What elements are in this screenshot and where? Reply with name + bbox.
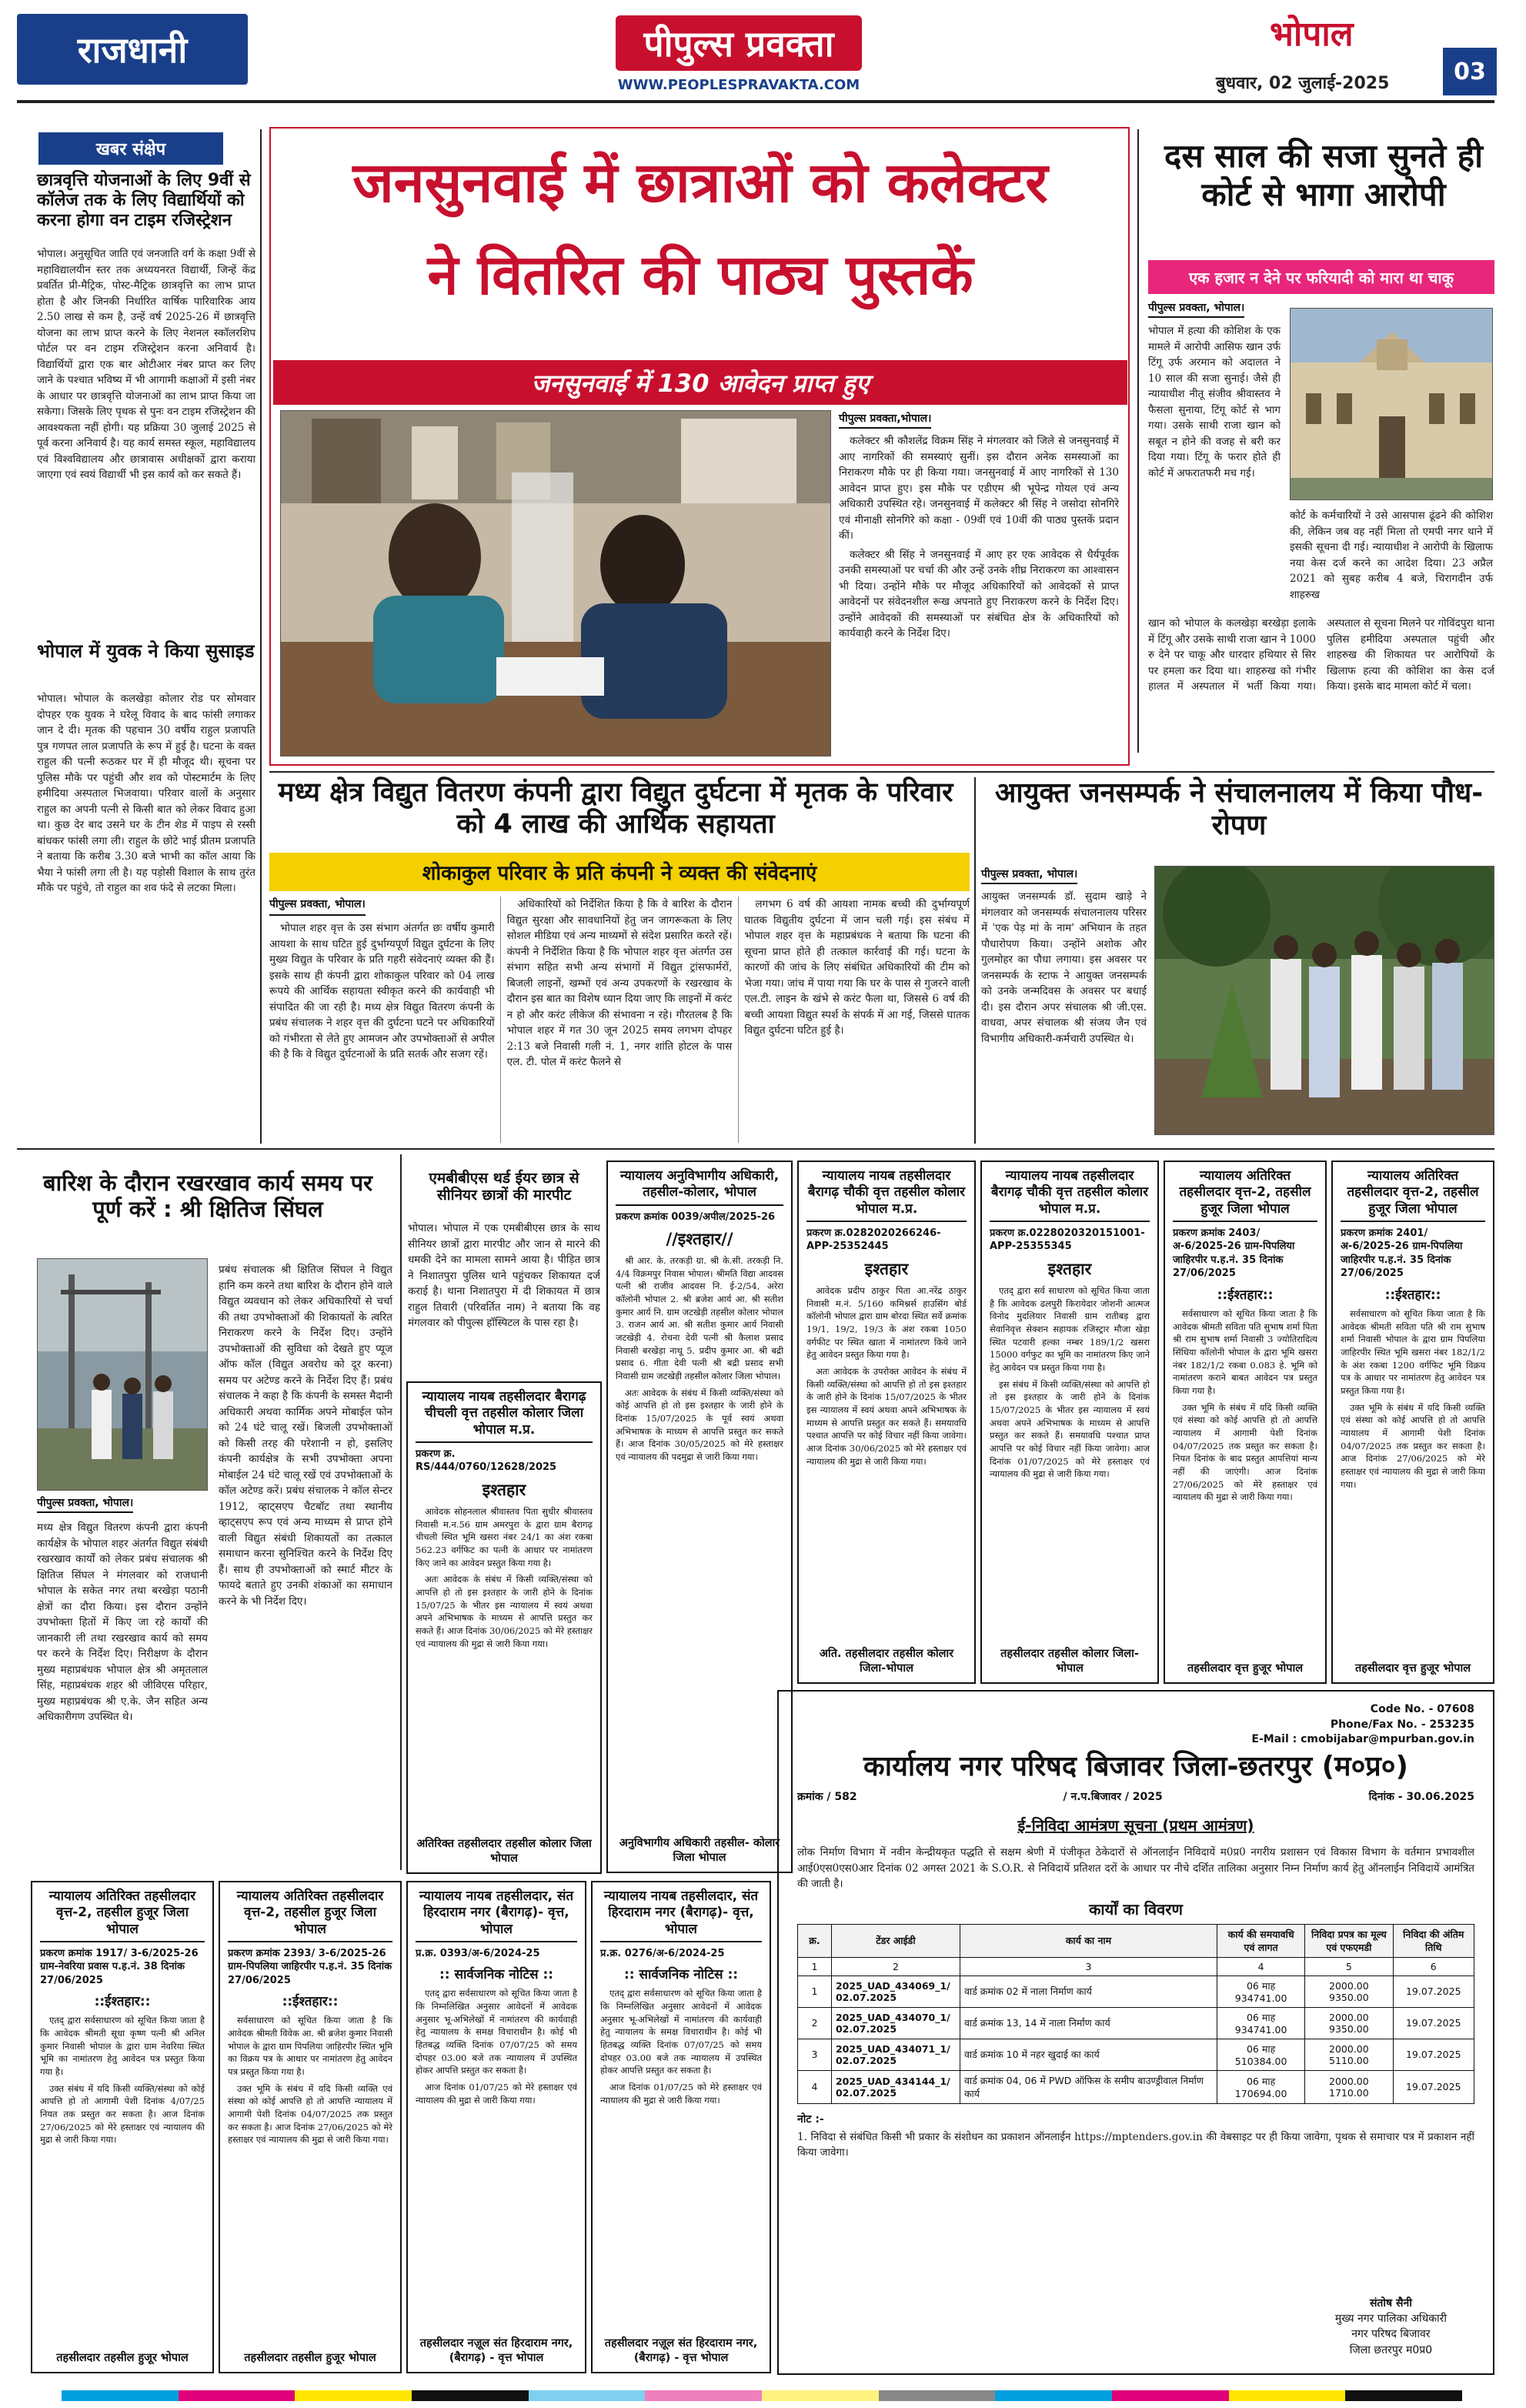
notice-body-p1: एतद् द्वारा सर्व साधारण को सूचित किया जाता है कि आवेदक ढलपुरी किरायेदार जोशनी आत्मज विनोद मुदलियार निवासी ग्राम रातीबड़ द्वारा सेवानिवृत्त सेक्शन सहायक रजिस्ट्रार मौजा खेड़ा स्थित पटवारी हल्का नम्बर 189/1/2 खसरा 15000 वर्गफुट का भूमि का नामांतरण किए जाने हेतु आवेदन पत्र प्रस्तुत किया गया है। xyxy=(990,1284,1150,1373)
row-emd: 1710.00 xyxy=(1329,2086,1369,2099)
tender-table-title: कार्यों का विवरण xyxy=(1089,1899,1183,1919)
notice-title: ::ईश्तहार:: xyxy=(1217,1287,1274,1303)
tender-kramank: क्रमांक / 582 xyxy=(797,1791,857,1804)
notice-body xyxy=(600,1987,762,2106)
notice-heading: न्यायालय अनुविभागीय अधिकारी, तहसील-कोलार, भोपाल xyxy=(616,1168,783,1206)
row-period xyxy=(1217,1975,1304,2007)
section-badge: राजधानी xyxy=(17,14,248,85)
electric-columns xyxy=(269,897,970,1143)
notice-body xyxy=(416,1505,593,1650)
tender-colnum: 5 xyxy=(1305,1957,1393,1975)
notice-addl-tehsildar-2393 xyxy=(219,1881,402,2373)
notice-ref: प्रकरण क्र.0282020266246-APP-25352445 xyxy=(806,1227,941,1253)
row-no: 1 xyxy=(798,1975,832,2007)
row-tender-id: 2025_UAD_434070_1/ 02.07.2025 xyxy=(831,2007,960,2039)
plantation-byline: पीपुल्स प्रवक्ता, भोपाल। xyxy=(981,867,1077,884)
notice-body xyxy=(1173,1308,1317,1504)
brief-kicker: खबर संक्षेप xyxy=(38,132,223,165)
row-fee-value: 2000.00 xyxy=(1329,2075,1369,2087)
notice-footer: तहसीलदार तहसील कोलार जिला-भोपाल xyxy=(1000,1648,1139,1675)
row-work: वार्ड क्रमांक 13, 14 में नाला निर्माण कार्य xyxy=(960,2007,1217,2039)
color-swatch xyxy=(1112,2390,1229,2401)
notice-ref: प्रकरण क्र. RS/444/0760/12628/2025 xyxy=(416,1448,557,1474)
row-last-date: 19.07.2025 xyxy=(1393,2070,1474,2103)
tender-colnum: 1 xyxy=(798,1957,832,1975)
plantation-text: आयुक्त जनसम्पर्क डॉ. सुदाम खाड़े ने मंगलवार को जनसम्पर्क संचालनालय परिसर में 'एक पेड़ मां के नाम' अभियान के तहत पौधारोपण किया। उन्होंने अशोक और गुलमोहर का पौधा लगाया। इस अवसर पर जनसम्पर्क के स्टाफ ने आयुक्त जनसम्पर्क को उनके जन्मदिवस के अवसर पर बधाई दी। इस दौरान अपर संचालक श्री जी.एस. वाधवा, अपर संचालक श्री संजय जैन एवं विभागीय अधिकारी-कर्मचारी उपस्थित थे। xyxy=(981,890,1147,1045)
notice-body-p2: अतः आवेदक के उपरोक्त आवेदन के संबंध में किसी व्यक्ति/संस्था को आपत्ति हो तो इस इश्तहार के जारी होने के दिनांक 15/07/2025 के भीतर इस न्यायालय में स्वयं अथवा अपने अभिभाषक के माध्यम से आपत्ति प्रस्तुत कर सकते हैं। समयावधि पश्चात आपत्ति पर कोई विचार नहीं किया जावेगा। आज दिनांक 30/06/2025 को मेरे हस्ताक्षर एवं न्यायालय की मुद्रा से जारी किया गया। xyxy=(806,1365,967,1467)
row-cost: 170694.00 xyxy=(1234,2087,1287,2099)
row-cost: 934741.00 xyxy=(1234,2023,1287,2036)
lead-photo-illustration xyxy=(281,411,831,756)
notice-body-p1: सर्वसाधारण को सूचित किया जाता है कि आवेदक श्रीमती सविता पति सुभाष शर्मा पिता श्री राम सुभाष शर्मा निवासी 3 ज्योतिरादित्य सिंधिया कॉलोनी भोपाल के द्वारा भूमि खसरा नंबर 182/1/2 रकबा 0.083 हे. भूमि को नामांतरण कराने बाबत आवेदन पत्र प्रस्तुत किया गया है। xyxy=(1173,1308,1317,1396)
notice-title: इश्तहार xyxy=(864,1259,909,1278)
notice-body-p1: एतद् द्वारा सर्वसाधारण को सूचित किया जाता है कि निम्नलिखित अनुसार आवेदनों में आवेदक अनुसार भू-अभिलेखों में नामांतरण की कार्यवाही हेतु न्यायालय के समक्ष विचाराधीन है। कोई भी हितबद्ध व्यक्ति दिनांक 07/07/25 को समय दोपहर 03.00 बजे तक न्यायालय में उपस्थित होकर आपत्ति प्रस्तुत कर सकता है। xyxy=(416,1988,577,2076)
brief-text-suicide: भोपाल। भोपाल के कलखेड़ा कोलार रोड पर सोमवार दोपहर एक युवक ने घरेलू विवाद के बाद फांसी लगाकर जान दे दी। मृतक की पहचान 30 वर्षीय राहुल प्रजापति पुत्र गणपत लाल प्रजापति के रूप में हुई है। घटना के वक्त राहुल की पत्नी रूठकर घर में ही मौजूद थी। सूचना पर पुलिस मौके पर पहुंची और शव को पोस्टमार्टम के लिए हमीदिया अस्पताल भिजवाया। परिवार वालों के अनुसार राहुल का अपनी पत्नी से किसी बात को लेकर विवाद हुआ था। कुछ देर बाद उसने घर के टीन शेड में पाइप से रस्सी बांधकर फांसी लगा ली। राहुल के छोटे भाई प्रीतम प्रजापति ने बताया कि करीब 3.30 बजे भाभी का कॉल आया कि भैया ने फांसी लगा ली है। यह पड़ोसी विशाल के साथ तुरंत मौके पर पहुंचे, तो राहुल का शव फंदे से लटका मिला। xyxy=(37,693,255,895)
color-swatch xyxy=(179,2390,296,2401)
notice-footer: अति. तहसीलदार तहसील कोलार जिला-भोपाल xyxy=(819,1648,954,1675)
row-cost: 934741.00 xyxy=(1234,1992,1287,2004)
court-headline: दस साल की सजा सुनते ही कोर्ट से भागा आरोपी xyxy=(1164,137,1483,213)
col-rule-2 xyxy=(1137,129,1139,753)
notice-footer: अनुविभागीय अधिकारी तहसील- कोलार जिला भोपाल xyxy=(619,1837,780,1865)
tender-title: ई-निविदा आमंत्रण सूचना (प्रथम आमंत्रण) xyxy=(1017,1816,1254,1835)
notice-heading: न्यायालय नायब तहसीलदार बैरागढ़ चीचली वृत्त तहसील कोलार जिला भोपाल म.प्र. xyxy=(416,1389,593,1443)
row-work: वार्ड क्रमांक 10 में नहर खुदाई का कार्य xyxy=(960,2039,1217,2070)
notice-ref: प्रकरण क्रमांक 0039/अपील/2025-26 xyxy=(616,1211,776,1223)
notice-ref: प्रकरण क्रमांक 2403/ अ-6/2025-26 ग्राम-पिपलिया जाहिरपीर प.ह.नं. 35 दिनांक 27/06/2025 xyxy=(1173,1227,1295,1280)
notice-body-p1: आवेदक प्रदीप ठाकुर पिता आ.नरेंद्र ठाकुर निवासी म.नं. 5/160 कमिश्नर्स हाउसिंग बोर्ड कॉलोनी भोपाल द्वारा ग्राम बोरदा स्थित सर्वे क्रमांक 19/1, 19/2, 19/3 के अंश रकबा 1050 वर्गफीट पर स्थित खाता में नामांतरण किये जाने हेतु आवेदन प्रस्तुत किया गया है। xyxy=(806,1284,967,1361)
tender-office: कार्यालय नगर परिषद बिजावर जिला-छतरपुर (म०प्र०) xyxy=(863,1750,1408,1782)
electric-headline: मध्य क्षेत्र विद्युत वितरण कंपनी द्वारा विद्युत दुर्घटना में मृतक के परिवार को 4 लाख की आर्थिक सहायता xyxy=(278,777,953,840)
tender-col-period: कार्य की समयावधि एवं लागत xyxy=(1217,1924,1304,1957)
brief-headline-scholarship: छात्रवृत्ति योजनाओं के लिए 9वीं से कॉलेज तक के लिए विद्यार्थियों को करना होगा वन टाइम रजिस्ट्रेशन xyxy=(37,171,251,230)
tender-colnum-row xyxy=(798,1957,1474,1975)
newspaper-logo: पीपुल्स प्रवक्ता xyxy=(616,15,862,71)
color-swatch xyxy=(879,2390,996,2401)
tender-col-no: क्र. xyxy=(798,1924,832,1957)
row-period xyxy=(1217,2007,1304,2039)
court-photo-illustration xyxy=(1291,309,1493,500)
notice-ref: प्रकरण क्रमांक 2393/ 3-6/2025-26 ग्राम-पिपलिया जाहिरपीर प.ह.नं. 35 दिनांक 27/06/2025 xyxy=(228,1947,392,1986)
electric-byline: पीपुल्स प्रवक्ता, भोपाल। xyxy=(269,897,366,916)
court-text-tail: खान को भोपाल के कलखेड़ा बरखेड़ा इलाके में टिंगू और उसके साथी राजा खान ने 1000 रु देने पर चाकू और धारदार हथियार से सिर पर हमला कर दिया था। शाहरुख को गंभीर हालत में अस्पताल में भर्ती किया गया। अस्पताल से सूचना मिलने पर गोविंदपुरा थाना पुलिस हमीदिया अस्पताल पहुंची और शाहरुख की शिकायत पर आरोपियों के खिलाफ हत्या की कोशिश का केस दर्ज किया। इसके बाद मामला कोर्ट में चला। xyxy=(1148,617,1494,693)
notice-footer: तहसीलदार तहसील हुजूर भोपाल xyxy=(244,2352,376,2365)
row-last-date: 19.07.2025 xyxy=(1393,2039,1474,2070)
lead-text-block xyxy=(839,410,1119,645)
tender-col-fee: निविदा प्रपत्र का मूल्य एवं एफएमडी xyxy=(1305,1924,1393,1957)
notice-addl-tehsildar-1917 xyxy=(31,1881,214,2373)
notice-ref: प्र.क्र. 0393/अ-6/2024-25 xyxy=(416,1947,540,1959)
masthead-rule xyxy=(17,100,1494,103)
row-no: 4 xyxy=(798,2070,832,2103)
notice-title: :: सार्वजनिक नोटिस :: xyxy=(439,1967,554,1983)
table-row xyxy=(798,2039,1474,2070)
row-period-months: 06 माह xyxy=(1246,1979,1276,1992)
notice-footer: तहसीलदार नज़ूल संत हिरदाराम नगर, (बैरागढ़) - वृत्त भोपाल xyxy=(419,2337,573,2365)
tender-colnum: 6 xyxy=(1393,1957,1474,1975)
notice-body-p1: एतद् द्वारा सर्वसाधारण को सूचित किया जाता है कि निम्नलिखित अनुसार आवेदनों में आवेदक अनुसार भू-अभिलेखों में नामांतरण की कार्यवाही हेतु न्यायालय के समक्ष विचाराधीन है। कोई भी हितबद्ध व्यक्ति दिनांक 07/07/25 को समय दोपहर 03.00 बजे तक न्यायालय में उपस्थित होकर आपत्ति प्रस्तुत कर सकता है। xyxy=(600,1988,762,2076)
row-fee xyxy=(1305,2007,1393,2039)
plantation-photo-illustration xyxy=(1155,867,1494,1135)
lead-paragraph-1: कलेक्टर श्री कौशलेंद्र विक्रम सिंह ने मंगलवार को जिले से जनसुनवाई में आए नागरिकों की समस्याएं सुनीं। इस दौरान अनेक समस्याओं का निराकरण मौके पर ही किया गया। जनसुनवाई में आए नागरिकों से 130 आवेदन प्राप्त हुए। इस मौके पर एडीएम श्री भूपेन्द्र गोयल एवं अन्य अधिकारी उपस्थित रहे। जनसुनवाई में कलेक्टर श्री सिंह ने जसोदा सोनगिरे एवं मीनाक्षी सोनगिरे को कक्षा - 09वीं एवं 10वीं की पाठ्य पुस्तकें प्रदान कीं। xyxy=(839,435,1119,543)
plantation-photo xyxy=(1154,866,1494,1135)
tender-signature xyxy=(1335,2296,1447,2358)
rain-photo-illustration xyxy=(38,1259,208,1491)
notice-body xyxy=(228,2014,392,2146)
notice-title: :: सार्वजनिक नोटिस :: xyxy=(623,1967,739,1983)
tender-code: Code No. - 07608 xyxy=(1370,1703,1474,1715)
lead-byline: पीपुल्स प्रवक्ता,भोपाल। xyxy=(839,411,931,429)
row-fee xyxy=(1305,2070,1393,2103)
notice-body xyxy=(616,1254,783,1464)
color-swatch xyxy=(762,2390,879,2401)
row-period-months: 06 माह xyxy=(1246,2075,1276,2087)
notice-footer: तहसीलदार वृत्त हुजूर भोपाल xyxy=(1187,1662,1304,1675)
row-fee-value: 2000.00 xyxy=(1329,1979,1369,1992)
notice-body-p2: उक्त भूमि के संबंध में यदि किसी व्यक्ति एवं संस्था को कोई आपत्ति हो तो आपत्ति न्यायालय में आगामी पेशी दिनांक 04/07/2025 तक प्रस्तुत कर सकता है। आज दिनांक 27/06/2025 को मेरे हस्ताक्षर एवं न्यायालय की मुद्रा से जारी किया गया। xyxy=(1341,1401,1485,1490)
tender-colnum: 2 xyxy=(831,1957,960,1975)
tender-col-work: कार्य का नाम xyxy=(960,1924,1217,1957)
notice-naib-tehsildar-2 xyxy=(980,1161,1159,1684)
notice-title: //इश्तहार// xyxy=(666,1230,733,1249)
color-swatch xyxy=(1345,2390,1462,2401)
mid-rule-2 xyxy=(17,1148,1494,1150)
col-rule-4 xyxy=(400,1154,402,1870)
color-swatch xyxy=(645,2390,762,2401)
tender-email[interactable]: E-Mail : cmobijabar@mpurban.gov.in xyxy=(1251,1733,1474,1746)
rain-headline: बारिश के दौरान रखरखाव कार्य समय पर पूर्ण करें : श्री क्षितिज सिंघल xyxy=(43,1170,372,1223)
notice-addl-tehsildar-2403 xyxy=(1164,1161,1327,1684)
lead-photo-public-hearing xyxy=(280,410,831,756)
tender-header-row xyxy=(798,1924,1474,1957)
tender-note: 1. निविदा से संबंधित किसी भी प्रकार के संशोधन का प्रकाशन ऑनलाईन https://mptenders.gov.in की वेबसाइट पर ही किया जावेगा, पृथक से समाचार पत्र में प्रकाशन नहीं किया जावेगा। xyxy=(797,2130,1474,2159)
tender-sign-district: जिला छतरपुर म0प्र0 xyxy=(1349,2343,1433,2356)
notice-naib-tehsildar-1 xyxy=(797,1161,976,1684)
lead-headline-line1: जनसुनवाई में छात्राओं को कलेक्टर xyxy=(352,150,1048,215)
tender-table xyxy=(797,1924,1474,2104)
row-emd: 9350.00 xyxy=(1329,2022,1369,2035)
notice-body-p2: उक्त भूमि के संबंध में यदि किसी व्यक्ति एवं संस्था को कोई आपत्ति हो तो आपत्ति न्यायालय में आगामी पेशी दिनांक 04/07/2025 तक प्रस्तुत कर सकता है। आज दिनांक 27/06/2025 को मेरे हस्ताक्षर एवं न्यायालय की मुद्रा से जारी किया गया। xyxy=(228,2082,392,2146)
notice-footer: तहसीलदार वृत्त हुजूर भोपाल xyxy=(1354,1662,1471,1675)
issue-date: बुधवार, 02 जुलाई-2025 xyxy=(1216,74,1390,93)
brief-headline-suicide: भोपाल में युवक ने किया सुसाइड xyxy=(37,640,255,662)
table-row xyxy=(798,2070,1474,2103)
color-swatch xyxy=(529,2390,646,2401)
tender-col-id: टेंडर आईडी xyxy=(831,1924,960,1957)
tender-colnum: 4 xyxy=(1217,1957,1304,1975)
notice-addl-tehsildar-2401 xyxy=(1331,1161,1494,1684)
lead-headline-line2: ने वितरित की पाठ्य पुस्तकें xyxy=(427,242,973,307)
notice-heading: न्यायालय अतिरिक्त तहसीलदार वृत्त-2, तहसील हुजूर जिला भोपाल xyxy=(40,1889,205,1942)
notice-body xyxy=(1341,1308,1485,1491)
notice-body xyxy=(416,1987,577,2106)
notice-heading: न्यायालय नायब तहसीलदार, संत हिरदाराम नगर (बैरागढ़)- वृत्त, भोपाल xyxy=(416,1889,577,1942)
notice-body-p2: अतः आवेदक के संबंध में किसी व्यक्ति/संस्था को आपत्ति हो तो इस इश्तहार के जारी होने के दिनांक 15/07/25 के भीतर इस न्यायालय में स्वयं अथवा अपने अभिभाषक के माध्यम से आपत्ति प्रस्तुत कर सकते हैं। आज दिनांक 30/06/2025 को मेरे हस्ताक्षर एवं न्यायालय की मुद्रा से जारी किया गया। xyxy=(416,1574,593,1649)
rain-byline: पीपुल्स प्रवक्ता, भोपाल। xyxy=(37,1495,133,1513)
notice-heading: न्यायालय अतिरिक्त तहसीलदार वृत्त-2, तहसील हुजूर जिला भोपाल xyxy=(1173,1168,1317,1222)
brief-text-scholarship: भोपाल। अनुसूचित जाति एवं जनजाति वर्ग के कक्षा 9वीं से महाविद्यालयीन स्तर तक अध्ययनरत विद्यार्थी, जिन्हें केंद्र प्रवर्तित प्री-मैट्रिक, पोस्ट-मैट्रिक छात्रवृत्ति का लाभ प्राप्त होता है और जिनकी निर्धारित वार्षिक पारिवारिक आय 2.50 लाख से कम है, उन्हें वर्ष 2025-26 में छात्रवृत्ति योजना का लाभ प्राप्त करने के लिए नेशनल स्कॉलरशिप पोर्टल पर वन टाइम रजिस्ट्रेशन करना अनिवार्य है। विद्यार्थियों द्वारा एक बार ओटीआर नंबर प्राप्त कर लिए जाने के पश्चात भविष्य में भी आगामी कक्षाओं में इसी नंबर के आधार पर छात्रवृत्ति योजनाओं का लाभ प्राप्त किया जा सकेगा। जिसके लिए पृथक से पुनः वन टाइम रजिस्ट्रेशन की आवश्यकता नहीं होगी। यह प्रक्रिया 30 जुलाई 2025 से पूर्व करना अनिवार्य है। यह कार्य समस्त स्कूल, महाविद्यालय एवं विश्वविद्यालय और छात्रावास अधीक्षकों द्वारा कराया जाएगा एवं स्वयं विद्यार्थी भी इस कार्य को कर सकते हैं। xyxy=(37,248,255,482)
notice-title: इश्तहार xyxy=(1047,1259,1092,1278)
notice-body-p1: सर्वसाधारण को सूचित किया जाता है कि आवेदक श्रीमती विवेक आ. श्री ब्रजेश कुमार निवासी भोपाल के द्वारा ग्राम पिपलिया जाहिरपीर स्थित भूमि का विक्रय पत्र के आधार पर नामांतरण हेतु आवेदन पत्र प्रस्तुत किया गया है। xyxy=(228,2015,392,2078)
notice-heading: न्यायालय नायब तहसीलदार, संत हिरदाराम नगर (बैरागढ़)- वृत्त, भोपाल xyxy=(600,1889,762,1942)
notice-ref: प्रकरण क्रमांक 2401/ अ-6/2025-26 ग्राम-पिपलिया जाहिरपीर प.ह.नं. 35 दिनांक 27/06/2025 xyxy=(1341,1227,1463,1280)
row-emd: 5110.00 xyxy=(1329,2054,1369,2066)
notice-ref: प्र.क्र. 0276/अ-6/2024-25 xyxy=(600,1947,725,1959)
website-url[interactable]: WWW.PEOPLESPRAVAKTA.COM xyxy=(617,77,860,93)
notice-body-p2: उक्त भूमि के संबंध में यदि किसी व्यक्ति एवं संस्था को कोई आपत्ति हो तो आपत्ति न्यायालय में आगामी पेशी दिनांक 04/07/2025 तक प्रस्तुत कर सकता है। नियत दिनांक के बाद प्रस्तुत आपत्तियां मान्य नहीं की जाएंगी। आज दिनांक 27/06/2025 को मेरे हस्ताक्षर एवं न्यायालय की मुद्रा से जारी किया गया। xyxy=(1173,1401,1317,1503)
court-deck: एक हजार न देने पर फरियादी को मारा था चाकू xyxy=(1148,260,1494,294)
notice-title: ::ईश्तहार:: xyxy=(282,1994,339,2010)
notice-body-p1: एतद् द्वारा सर्वसाधारण को सूचित किया जाता है कि आवेदक श्रीमती सूधा कृष्ण पत्नी श्री अनिल कुमार निवासी भोपाल के द्वारा ग्राम नेवरिया स्थित भूमि का नामांतरण हेतु आवेदन पत्र प्रस्तुत किया गया है। xyxy=(40,2015,205,2078)
court-byline: पीपुल्स प्रवक्ता, भोपाल। xyxy=(1148,300,1244,318)
plantation-headline: आयुक्त जनसम्पर्क ने संचालनालय में किया पौध-रोपण xyxy=(994,777,1484,842)
city-name: भोपाल xyxy=(1270,15,1354,54)
notice-heading: न्यायालय अतिरिक्त तहसीलदार वृत्त-2, तहसील हुजूर जिला भोपाल xyxy=(1341,1168,1485,1222)
table-row xyxy=(798,2007,1474,2039)
notice-body-p2: उक्त संबंध में यदि किसी व्यक्ति/संस्था को कोई आपत्ति हो तो आगामी पेशी दिनांक 4/07/25 नियत तक प्रस्तुत कर सकता है। आज दिनांक 27/06/2025 को मेरे हस्ताक्षर एवं न्यायालय की मुद्रा से जारी किया गया। xyxy=(40,2082,205,2146)
mid-rule-1 xyxy=(269,771,1494,773)
tender-phone: Phone/Fax No. - 253235 xyxy=(1330,1718,1474,1731)
court-text-1: भोपाल में हत्या की कोशिश के एक मामले में आरोपी आसिफ खान उर्फ टिंगू उर्फ अरमान को अदालत ने 10 साल की सजा सुनाई। जैसे ही न्यायाधीश नीतू संजीव श्रीवास्तव ने फैसला सुनाया, टिंगू कोर्ट से भाग गया। उसके साथी राजा खान को सबूत न होने की वजह से बरी कर दिया गया। टिंगू के फरार होते ही कोर्ट में अफरातफरी मच गई। xyxy=(1148,325,1281,479)
color-swatch xyxy=(412,2390,529,2401)
notice-heading: न्यायालय नायब तहसीलदार बैरागढ़ चौकी वृत्त तहसील कोलार भोपाल म.प्र. xyxy=(990,1168,1150,1222)
row-period xyxy=(1217,2070,1304,2103)
notice-body-p2: आज दिनांक 01/07/25 को मेरे हस्ताक्षर एवं न्यायालय की मुद्रा से जारी किया गया। xyxy=(416,2082,577,2106)
notice-body-p1: श्री आर. के. तरकड़ी ग्रा. श्री के.सी. तरकड़ी नि. 4/4 विक्रमपुर निवास भोपाल। श्रीमति विद्या आदवस पत्नी श्री राजीव आदवस नि. ई-2/54, अरेरा कॉलोनी भोपाल 2. श्री ब्रजेश आर्य आ. श्री सतीश कुमार आर्य नि. ग्राम जटखेड़ी तहसील कोलार भोपाल 3. राजन आर्य आ. श्री सतीश कुमार आर्य निवासी जटखेड़ी 4. रोचना देवी पत्नी श्री कैलाश प्रसाद निवासी बरखेड़ा नाथू 5. प्रदीप कुमार आ. श्री बद्री प्रसाद 6. गीता देवी पत्नी श्री बद्री प्रसाद सभी निवासी ग्राम जटखेड़ी तहसील कोलार जिला भोपाल। xyxy=(616,1255,783,1382)
notice-body-p2: आज दिनांक 01/07/25 को मेरे हस्ताक्षर एवं न्यायालय की मुद्रा से जारी किया गया। xyxy=(600,2082,762,2106)
electric-text-block xyxy=(269,897,970,1143)
color-swatch xyxy=(295,2390,412,2401)
row-no: 2 xyxy=(798,2007,832,2039)
notice-heading: न्यायालय अतिरिक्त तहसीलदार वृत्त-2, तहसील हुजूर जिला भोपाल xyxy=(228,1889,392,1942)
court-text-2: कोर्ट के कर्मचारियों ने उसे आसपास ढूंढने की कोशिश की, लेकिन जब वह नहीं मिला तो एमपी नगर थाने में इसकी सूचना दी गई। न्यायाधीश ने आरोपी के खिलाफ नया केस दर्ज करने का आदेश दिया। 23 अप्रैल 2021 को सुबह करीब 4 बजे, चिरागदीन उर्फ शाहरुख xyxy=(1290,509,1493,601)
notice-body-p2: इस संबंध में किसी व्यक्ति/संस्था को आपत्ति हो तो इस इश्तहार के जारी होने के दिनांक 15/07/2025 के भीतर इस न्यायालय में स्वयं अथवा अपने अभिभाषक के माध्यम से आपत्ति प्रस्तुत कर सकते हैं। समयावधि पश्चात प्राप्त आपत्ति पर कोई विचार नहीं किया जावेगा। आज दिनांक 01/07/2025 को मेरे हस्ताक्षर एवं न्यायालय की मुद्रा से जारी किया गया। xyxy=(990,1378,1150,1480)
row-period xyxy=(1217,2039,1304,2070)
notice-body-p1: आवेदक सोहनलाल श्रीवास्तव पिता सुधीर श्रीवास्तव निवासी म.न.56 ग्राम अमरपुरा के द्वारा ग्राम बैरागढ़ चीचली स्थित भूमि खसरा नंबर 24/1 का अंश रकबा 562.23 वर्गफिट का पत्नी के आधार पर नामांतरण किए जाने का आवेदन प्रस्तुत किया गया है। xyxy=(416,1505,593,1568)
row-fee xyxy=(1305,1975,1393,2007)
notice-bairagarh-0276 xyxy=(591,1881,771,2373)
tender-sign-name: संतोष सैनी xyxy=(1369,2296,1412,2309)
court-photo-building xyxy=(1290,308,1493,500)
tender-col-last: निविदा की अंतिम तिथि xyxy=(1393,1924,1474,1957)
row-last-date: 19.07.2025 xyxy=(1393,1975,1474,2007)
notice-title: इश्तहार xyxy=(482,1480,526,1499)
lead-paragraph-2: कलेक्टर श्री सिंह ने जनसुनवाई में आए हर एक आवेदक से धैर्यपूर्वक उनकी समस्याओं पर चर्चा की और उन्हें उनके शीघ्र निराकरण का आश्वासन भी दिया। उन्होंने मौके पर मौजूद अधिकारियों को आवेदकों से प्राप्त आवेदनों पर संवेदनशील रूख अपनाते हुए निराकरण करने के निर्देश दिए। उन्होंने आवेदकों की समस्याओं पर संबंधित क्षेत्र के अधिकारियों को कार्यवाही करने के निर्देश दिए। xyxy=(839,548,1119,640)
rain-photo xyxy=(37,1258,208,1491)
tender-date: दिनांक - 30.06.2025 xyxy=(1368,1791,1474,1804)
row-period-months: 06 माह xyxy=(1246,2042,1276,2055)
col-rule-1 xyxy=(260,129,262,1144)
electric-deck: शोकाकुल परिवार के प्रति कंपनी ने व्यक्त की संवेदनाएं xyxy=(269,853,970,891)
tender-intro: लोक निर्माण विभाग में नवीन केन्द्रीयकृत पद्धति से सक्षम श्रेणी में पंजीकृत ठेकेदारों से ऑनलाईन निविदायें म0प्र0 नगरीय प्रशासन एवं विकास विभाग के वर्तमान प्रभावशील आई0एस0एस0आर दिनांक 02 अगस्त 2021 के S.O.R. से निविदायें प्रतिशत दरों के आधार पर नीचे दर्शित तालिका अनुसार निम्न निर्माण कार्य हेतु ऑनलाईन निविदायें आमंत्रित की जाती है। xyxy=(797,1846,1474,1891)
tender-sign-office: नगर परिषद बिजावर xyxy=(1351,2328,1431,2341)
notice-body-p2: अतः आवेदक के संबंध में किसी व्यक्ति/संस्था को कोई आपत्ति हो तो इस इश्तहार के जारी होने के दिनांक 15/07/2025 के पूर्व स्वयं अथवा अभिभाषक के माध्यम से आपत्ति प्रस्तुत कर सकते हैं। आज दिनांक 30/05/2025 को मेरे हस्ताक्षर एवं न्यायालय की पदमुद्रा से जारी किया गया। xyxy=(616,1387,783,1463)
notice-body xyxy=(40,2014,205,2146)
tender-colnum: 3 xyxy=(960,1957,1217,1975)
row-no: 3 xyxy=(798,2039,832,2070)
col-rule-3 xyxy=(974,777,976,1144)
notice-footer: तहसीलदार नज़ूल संत हिरदाराम नगर, (बैरागढ़) - वृत्त भोपाल xyxy=(604,2337,758,2365)
tender-nagar: / न.प.बिजावर / 2025 xyxy=(1063,1791,1163,1804)
row-work: वार्ड क्रमांक 02 में नाला निर्माण कार्य xyxy=(960,1975,1217,2007)
electric-paragraph-3: लगभग 6 वर्ष की आयशा नामक बच्ची की दुर्भाग्यपूर्ण घातक विद्युतीय दुर्घटना में जान चली गई। इस संबंध में भोपाल शहर वृत्त के महाप्रबंधक ने बताया कि घटना की सूचना प्राप्त होते ही तत्काल कार्रवाई की गई। घटना के कारणों की जांच के लिए संबंधित अधिकारियों की टीम को भेजा गया। जांच में पाया गया कि घर के पास से गुजरने वाली एल.टी. लाइन के खंभे से करंट फैला था, जिससे 6 वर्ष की बच्ची आयशा विद्युत स्पर्श के संपर्क में आ गई, जिससे घातक विद्युत दुर्घटना घटित हुई है। xyxy=(744,898,970,1037)
mbbs-text: भोपाल। भोपाल में एक एमबीबीएस छात्र के साथ सीनियर छात्रों द्वारा मारपीट और जान से मारने की धमकी देने का मामला सामने आया है। पीड़ित छात्र ने निशातपुरा पुलिस थाने पहुंचकर शिकायत दर्ज कराई है। थाना निशातपुरा में दी शिकायत में छात्र राहुल तिवारी (परिवर्तित नाम) ने बताया कि वह मंगलवार को पीपुल्स हॉस्पिटल के पास रहा है। xyxy=(408,1222,600,1330)
color-swatch xyxy=(995,2390,1112,2401)
plantation-text-block xyxy=(981,866,1147,1047)
tender-sign-title: मुख्य नगर पालिका अधिकारी xyxy=(1334,2313,1447,2326)
row-fee-value: 2000.00 xyxy=(1329,2011,1369,2023)
notice-naib-chichli xyxy=(406,1381,602,1874)
row-tender-id: 2025_UAD_434071_1/ 02.07.2025 xyxy=(831,2039,960,2070)
row-fee-value: 2000.00 xyxy=(1329,2042,1369,2055)
row-tender-id: 2025_UAD_434069_1/ 02.07.2025 xyxy=(831,1975,960,2007)
row-last-date: 19.07.2025 xyxy=(1393,2007,1474,2039)
page-number: 03 xyxy=(1443,48,1497,95)
notice-footer: तहसीलदार तहसील हुजूर भोपाल xyxy=(56,2352,189,2365)
row-cost: 510384.00 xyxy=(1234,2055,1287,2067)
notice-ref: प्रकरण क्रमांक 1917/ 3-6/2025-26 ग्राम-नेवरिया प्रवास प.ह.नं. 38 दिनांक 27/06/2025 xyxy=(40,1947,199,1986)
notice-body-p1: सर्वसाधारण को सूचित किया जाता है कि आवेदक श्रीमती सविता पति श्री राम सुभाष शर्मा निवासी भोपाल के द्वारा ग्राम पिपलिया जाहिरपीर स्थित भूमि खसरा नंबर 182/1/2 के अंश रकबा 1200 वर्गफिट भूमि विक्रय पत्र के आधार पर नामांतरण हेतु आवेदन पत्र प्रस्तुत किया गया है। xyxy=(1341,1308,1485,1396)
tender-notice xyxy=(777,1690,1494,2375)
row-emd: 9350.00 xyxy=(1329,1991,1369,2003)
notice-bairagarh-0393 xyxy=(406,1881,586,2373)
notice-sdm-kolar xyxy=(606,1161,793,1873)
row-fee xyxy=(1305,2039,1393,2070)
mbbs-headline: एमबीबीएस थर्ड ईयर छात्र से सीनियर छात्रों की मारपीट xyxy=(429,1170,579,1204)
electric-paragraph-2: अधिकारियों को निर्देशित किया है कि वे बारिश के दौरान विद्युत सुरक्षा और सावधानियों हेतु जन जागरूकता के लिए सोशल मीडिया एवं अन्य माध्यमों से संदेश प्रसारित करते रहें। कंपनी ने निर्देशित किया है कि भोपाल शहर वृत्त अंतर्गत उस संभाग सहित सभी अन्य संभागों में विद्युत ट्रांसफार्मरों, बिजली लाइनों, खम्भों एवं अन्य उपकरणों के रखरखाव के दौरान इस बात का विशेष ध्यान दिया जाए कि लाइनों में करंट न हो और करंट लीकेज की संभावना न रहे। गौरतलब है कि भोपाल शहर में गत 30 जून 2025 समय लगभग दोपहर 2:13 बजे निवासी गली नं. 1, नगर शांति होटल के पास एल. टी. पोल में करंट फैलने से xyxy=(506,898,733,1069)
electric-paragraph-1: भोपाल शहर वृत्त के उस संभाग अंतर्गत छः वर्षीय कुमारी आयशा के साथ घटित हुई दुर्भाग्यपूर्ण विद्युत दुर्घटना के लिए मुख्य विद्युत के परिवार के प्रति गहरी संवेदनाएं व्यक्त की हैं। इसके साथ ही कंपनी द्वारा शोकाकुल परिवार को 04 लाख रूपये की आर्थिक सहायता स्वीकृत करने की कार्यवाही भी संपादित की जा रही है। मध्य क्षेत्र विद्युत वितरण कंपनी के प्रबंध संचालक ने शहर वृत्त की दुर्घटना घटने पर अधिकारियों को गंभीरता से लेते हुए आमजन और उपभोक्ताओं से अपील की है कि वे विद्युत दुर्घटनाओं के प्रति सतर्क और सजग रहें। xyxy=(269,922,495,1061)
notice-heading: न्यायालय नायब तहसीलदार बैरागढ़ चौकी वृत्त तहसील कोलार भोपाल म.प्र. xyxy=(806,1168,967,1222)
lead-text xyxy=(839,433,1119,642)
table-row xyxy=(798,1975,1474,2007)
rain-text-1: मध्य क्षेत्र विद्युत वितरण कंपनी द्वारा कंपनी कार्यक्षेत्र के भोपाल शहर अंतर्गत विद्युत संबंधी रखरखाव कार्यों को लेकर प्रबंध संचालक श्री क्षितिज सिंघल ने मंगलवार को राजधानी भोपाल के सकेत नगर तथा बरखेड़ा पठानी क्षेत्रों का दौरा किया। इस दौरान उन्होंने उपभोक्ता हितों में किए जा रहे कार्यों की जानकारी ली तथा रखरखाव कार्य को समय पर करने के निर्देश दिए। निरीक्षण के दौरान मुख्य महाप्रबंधक भोपाल क्षेत्र श्री अमृतलाल सिंह, महाप्रबंधक शहर श्री जीविएस परिहार, मुख्य महाप्रबंधक श्री ए.के. जैन सहित अन्य अधिकारीगण उपस्थित थे। xyxy=(37,1521,208,1724)
notice-ref: प्रकरण क्र.0228020320151001-APP-25355345 xyxy=(990,1227,1145,1253)
notice-body xyxy=(806,1284,967,1468)
notice-title: ::ईश्तहार:: xyxy=(1384,1287,1441,1303)
notice-footer: अतिरिक्त तहसीलदार तहसील कोलार जिला भोपाल xyxy=(416,1838,592,1865)
print-color-strip xyxy=(62,2390,1462,2401)
row-period-months: 06 माह xyxy=(1246,2011,1276,2023)
notice-title: ::ईश्तहार:: xyxy=(94,1994,151,2010)
tender-note-label: नोट :- xyxy=(797,2112,824,2126)
tender-contact xyxy=(797,1702,1474,1748)
tender-refline xyxy=(797,1789,1474,1804)
row-tender-id: 2025_UAD_434144_1/ 02.07.2025 xyxy=(831,2070,960,2103)
rain-text-2: प्रबंध संचालक श्री क्षितिज सिंघल ने विद्युत हानि कम करने तथा बारिश के दौरान होने वाले विद्युत व्यवधान को लेकर अधिकारियों से चर्चा की तथा उपभोक्ताओं की शिकायतों के त्वरित निराकरण करने के निर्देश दिए। उन्होंने उपभोक्ताओं की सुविधा को देखते हुए प्यूज ऑफ कॉल (विद्युत अवरोध को दूर करना) समय पर अटेण्ड करने के निर्देश दिए हैं। प्रबंध संचालक ने कहा है कि कंपनी के समस्त मैदानी अधिकारी अथवा कार्मिक अपने मोबाईल फोन को 24 घंटे चालू रखें। बिजली उपभोक्ताओं को किसी तरह की परेशानी न हो, इसलिए कंपनी कार्यक्षेत्र के सभी उपभोक्ता अपना मोबाईल 24 घंटे चालू रखें एवं उपभोक्ताओं के कॉल अटेण्ड करें। प्रबंध संचालक ने कॉल सेन्टर 1912, व्हाट्सएप चैटबॉट तथा स्थानीय व्हाट्सएप रूप एवं अन्य माध्यम से प्राप्त होने वाली विद्युत संबंधी शिकायतों का तत्काल समाधान करना सुनिश्चित करने के निर्देश दिए हैं। साथ ही उपभोक्ताओं को स्मार्ट मीटर के फायदे बताते हुए उनकी शंकाओं का समाधान करने के भी निर्देश दिए। xyxy=(219,1264,392,1608)
lead-deck: जनसुनवाई में 130 आवेदन प्राप्त हुए xyxy=(273,360,1127,405)
notice-body xyxy=(990,1284,1150,1481)
color-swatch xyxy=(62,2390,179,2401)
row-work: वार्ड क्रमांक 04, 06 में PWD ऑफिस के समीप बाउण्ड्रीवाल निर्माण कार्य xyxy=(960,2070,1217,2103)
color-swatch xyxy=(1229,2390,1346,2401)
